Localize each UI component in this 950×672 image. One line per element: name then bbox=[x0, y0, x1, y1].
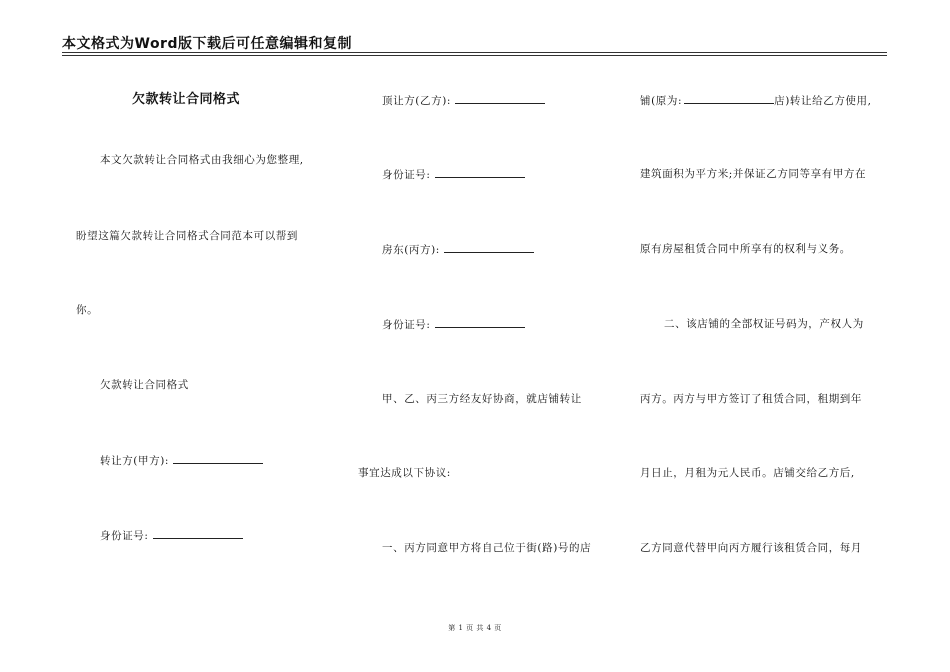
party-a-label: 转让方(甲方): bbox=[100, 455, 170, 467]
clause-1-line-1: 一、丙方同意甲方将自己位于街(路)号的店 bbox=[382, 542, 592, 554]
agreement-line-1: 甲、乙、丙三方经友好协商，就店铺转让 bbox=[382, 393, 582, 405]
shop-suffix: 店)转让给乙方使用, bbox=[774, 95, 872, 107]
clause-2-line-2: 丙方。丙方与甲方签订了租赁合同，租期到年 bbox=[640, 393, 862, 405]
landlord-blank bbox=[444, 242, 534, 253]
document-banner: 本文格式为Word版下载后可任意编辑和复制 bbox=[62, 36, 352, 52]
shop-row bbox=[640, 93, 872, 108]
contract-subtitle: 欠款转让合同格式 bbox=[100, 379, 189, 391]
landlord-label: 房东(丙方): bbox=[382, 244, 440, 256]
id-a-label: 身份证号: bbox=[100, 530, 149, 542]
id-c-row bbox=[382, 317, 525, 332]
shop-name-blank bbox=[684, 93, 774, 104]
id-a-row bbox=[100, 528, 243, 543]
clause-2-line-1: 二、该店铺的全部权证号码为，产权人为 bbox=[664, 318, 864, 330]
column-1 bbox=[0, 0, 330, 672]
id-c-label: 身份证号: bbox=[382, 319, 431, 331]
clause-2-line-3: 月日止，月租为元人民币。店铺交给乙方后, bbox=[640, 467, 855, 479]
id-b-row bbox=[382, 167, 525, 182]
party-a-row bbox=[100, 453, 263, 468]
id-b-blank bbox=[435, 167, 525, 178]
agreement-line-2: 事宜达成以下协议: bbox=[358, 467, 451, 479]
id-b-label: 身份证号: bbox=[382, 169, 431, 181]
id-c-blank bbox=[435, 317, 525, 328]
column-2 bbox=[330, 0, 620, 672]
id-a-blank bbox=[153, 528, 243, 539]
shop-prefix: 铺(原为: bbox=[640, 95, 683, 107]
party-b-blank bbox=[455, 93, 545, 104]
clause-1-line-2: 建筑面积为平方米;并保证乙方同等享有甲方在 bbox=[640, 168, 867, 180]
party-b-row bbox=[382, 93, 545, 108]
party-b-label: 顶让方(乙方): bbox=[382, 95, 452, 107]
document-title: 欠款转让合同格式 bbox=[132, 92, 241, 107]
intro-line-2: 盼望这篇欠款转让合同格式合同范本可以帮到 bbox=[76, 230, 298, 242]
clause-2-line-4: 乙方同意代替甲向丙方履行该租赁合同，每月 bbox=[640, 542, 862, 554]
column-3 bbox=[620, 0, 910, 672]
landlord-row bbox=[382, 242, 534, 257]
intro-line-3: 你。 bbox=[76, 304, 99, 316]
intro-line-1: 本文欠款转让合同格式由我细心为您整理, bbox=[100, 154, 304, 166]
page-number-footer: 第 1 页 共 4 页 bbox=[448, 624, 502, 632]
party-a-blank bbox=[173, 453, 263, 464]
clause-1-line-3: 原有房屋租赁合同中所享有的权利与义务。 bbox=[640, 243, 851, 255]
